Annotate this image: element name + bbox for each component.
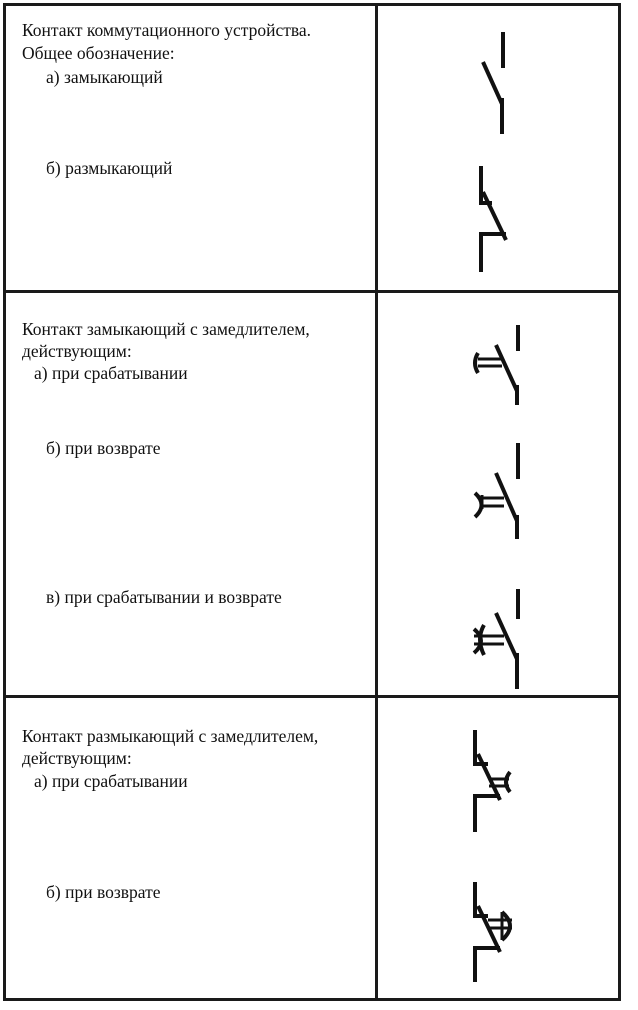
item-delay-both: в) при срабатывании и возврате: [46, 587, 282, 607]
closing-contact-delay-both-icon: [378, 293, 621, 698]
row-heading-line-2: действующим:: [22, 341, 132, 361]
opening-contact-icon: [378, 6, 621, 290]
opening-contact-delay-release-icon: [378, 698, 621, 1001]
item-opening: б) размыкающий: [46, 158, 173, 178]
item-delay-release: б) при возврате: [46, 882, 161, 902]
item-closing: а) замыкающий: [46, 67, 163, 87]
table-row-closing-delay: [6, 290, 618, 695]
row-heading-line-2: действующим:: [22, 748, 132, 768]
symbol-table: [3, 3, 621, 1001]
item-delay-operate: а) при срабатывании: [34, 363, 188, 383]
table-row-general: [6, 6, 618, 290]
item-delay-release: б) при возврате: [46, 438, 161, 458]
table-row-opening-delay: [6, 695, 618, 998]
row-heading-line-1: Контакт замыкающий с замедлителем,: [22, 319, 310, 339]
row-heading-line-1: Контакт коммутационного устройства.: [22, 20, 312, 40]
row-heading-line-2: Общее обозначение:: [22, 43, 175, 63]
row-heading-line-1: Контакт размыкающий с замедлителем,: [22, 726, 319, 746]
item-delay-operate: а) при срабатывании: [34, 771, 188, 791]
